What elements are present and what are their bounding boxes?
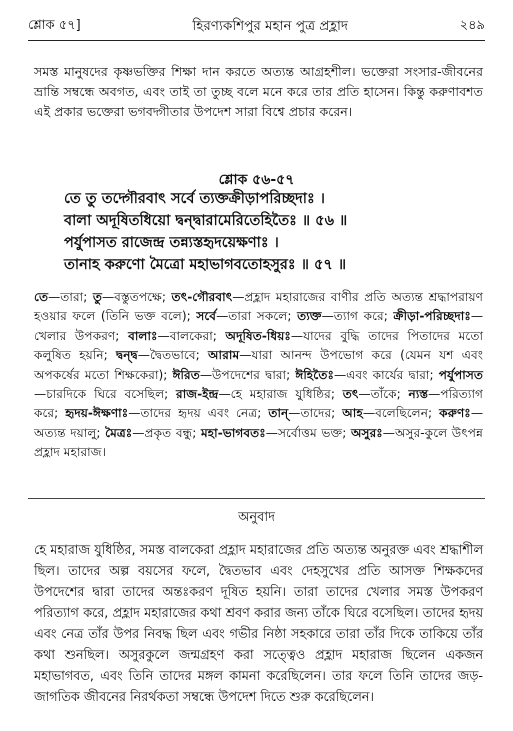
synonym-term: তৎ [342,387,359,402]
synonym-term: তান্ [268,406,289,421]
page-number: ২৪৯ [459,17,485,33]
sanskrit-verse [64,188,473,276]
synonym-term: সর্বে [196,309,217,324]
synonym-term: তু [92,290,102,304]
verse-line: তে তু তদ্গৌরবাৎ সর্বে ত্যক্তক্রীড়াপরিচ্ছদাঃ । [64,191,325,207]
synonym-meaning: তাদের; [300,406,343,421]
synonym-term: দ্বন্দ্ব [116,348,138,363]
synonym-term: ঈরিত [172,367,200,382]
synonym-term: ক্রীড়া-পরিচ্ছদাঃ [393,309,471,324]
synonym-meaning: প্রকৃত বন্ধু; [144,425,201,440]
synonym-term: ত্যক্ত [297,309,322,324]
synonym-meaning: পরিত্যাগ করে; [34,387,483,421]
synonym-meaning: প্রহ্লাদ মহারাজের বাণীর প্রতি অত্যন্ত শ্রদ্ধাপরায়ণ হওয়ার ফলে (তিনি ভক্ত বলে); [34,290,483,324]
synonym-meaning: অত্যন্ত দয়ালু; [34,425,106,440]
word-for-word-synonyms: তে—তারা; তু—বস্তুতপক্ষে; তৎ-গৌরবাৎ—প্রহ্লাদ মহারাজের বাণীর প্রতি অত্যন্ত শ্রদ্ধাপরায়ণ হওয়ার ফলে (তিনি ভক্ত বলে); সর্বে—তারা সকলে; ত্যক্ত—ত্যাগ করে; ক্রীড়া-পরিচ্ছদাঃ—খেলার উপকরণ; বালাঃ—বালকেরা; অদূষিত-ধিয়ঃ—যাদের বুদ্ধি তাদের পিতাদের মতো কলুষিত হয়নি; দ্বন্দ্ব—দ্বৈতভাবে; আরাম—যারা আনন্দ উপভোগ করে (যেমন যশ এবং অপকর্ষের মতো শিক্ষকেরা); ঈরিত—উপদেশের দ্বারা; ঈহিতৈঃ—এবং কার্যের দ্বারা; পর্যুপাসত—চারদিকে ঘিরে বসেছিল; রাজ-ইন্দ্র—হে মহারাজ যুধিষ্ঠির; তৎ—তাঁকে; ন্যস্ত—পরিত্যাগ করে; হৃদয়-ঈক্ষণাঃ—তাদের হৃদয় এবং নেত্র; তান্—তাদের; আহ—বলেছিলেন; করুণঃ—অত্যন্ত দয়ালু; মৈত্রঃ—প্রকৃত বন্ধু; মহা-ভাগবতঃ—সর্বোত্তম ভক্ত; অসুরঃ—অসুর-কুলে উৎপন্ন প্রহ্লাদ মহারাজ। [34,290,484,460]
synonym-meaning: এবং কার্যের দ্বারা; [346,367,439,382]
synonym-term: মৈত্রঃ [105,425,133,440]
synonym-meaning: ত্যাগ করে; [333,309,394,324]
synonym-meaning: যারা আনন্দ উপভোগ করে (যেমন যশ এবং অপকর্ষের মতো শিক্ষকেরা); [34,348,484,382]
synonym-meaning: সর্বোত্তম ভক্ত; [277,425,351,440]
purport-continuation: সমস্ত মানুষদের কৃষ্ণভক্তির শিক্ষা দান করতে অত্যন্ত আগ্রহশীল। ভক্তেরা সংসার-জীবনের ভ্রান্তি সম্বন্ধে অবগত, এবং তাই তা তুচ্ছ বলে মনে করে তার প্রতি হাসেন। কিন্তু করুণাবশত এই প্রকার ভক্তেরা ভগবদ্গীতার উপদেশ সারা বিশ্বে প্রচার করেন। [34,64,483,119]
synonym-meaning: খেলার উপকরণ; [34,328,129,343]
synonym-meaning: চারদিকে ঘিরে বসেছিল; [46,387,177,402]
verse-line: বালা অদূষিতধিয়ো দ্বন্দ্বারামেরিতেহিতৈঃ ॥ ৫৬ ॥ [64,213,348,229]
synonym-term: হৃদয়-ঈক্ষণাঃ [65,406,129,421]
section-divider [28,498,485,499]
synonym-term: তৎ-গৌরবাৎ [171,290,233,304]
synonym-term: ঈহিতৈঃ [295,367,334,382]
synonym-meaning: তারা; [60,290,93,304]
verse-reference: শ্লোক ৫৭] [28,17,81,33]
synonym-term: বালাঃ [128,328,158,343]
synonym-term: পর্যুপাসত [438,367,484,382]
synonym-meaning: তাঁকে; [370,387,409,402]
page-header [28,16,485,36]
synonym-meaning: হে মহারাজ যুধিষ্ঠির; [230,387,343,402]
synonym-term: রাজ-ইন্দ্র [176,387,219,402]
verse-line: পর্যুপাসত রাজেন্দ্র তন্ন্যস্তহৃদয়েক্ষণাঃ । [64,235,279,251]
synonym-term: আহ [342,406,363,421]
synonym-term: মহা-ভাগবতঃ [201,425,266,440]
synonym-term: ন্যস্ত [408,387,429,402]
synonym-meaning: দ্বৈতভাবে; [149,348,209,363]
synonym-meaning: বস্তুতপক্ষে; [114,290,172,304]
synonym-meaning: যাদের বুদ্ধি তাদের পিতাদের মতো কলুষিত হয়নি; [34,328,484,363]
synonym-term: তে [34,290,49,304]
synonym-meaning: অসুর-কুলে উৎপন্ন প্রহ্লাদ মহারাজ। [34,425,484,460]
chapter-title: হিরণ্যকশিপুর মহান পুত্র প্রহ্লাদ [192,17,348,34]
synonym-term: করুণঃ [439,406,471,421]
synonym-meaning: তারা সকলে; [228,309,298,324]
synonym-meaning: উপদেশের দ্বারা; [212,367,296,382]
synonym-meaning: বলেছিলেন; [375,406,440,421]
translation-text: হে মহারাজ যুধিষ্ঠির, সমস্ত বালকেরা প্রহ্লাদ মহারাজের প্রতি অত্যন্ত অনুরক্ত এবং শ্রদ্ধাশীল ছিল। তাদের অল্প বয়সের ফলে, দ্বৈতভাব এবং দেহসুখের প্রতি আসক্ত শিক্ষকদের উপদেশের দ্বারা তাদের অন্তঃকরণ দূষিত হয়নি। তারা তাদের খেলার সমস্ত উপকরণ পরিত্যাগ করে, প্রহ্লাদ মহারাজের কথা শ্রবণ করার জন্য তাঁকে ঘিরে বসেছিল। তাদের হৃদয় এবং নেত্র তাঁর উপর নিবদ্ধ ছিল এবং গভীর নিষ্ঠা সহকারে তারা তাঁর দিকে তাকিয়ে তাঁর কথা শুনছিল। অসুরকুলে জন্মগ্রহণ করা সত্ত্বেও প্রহ্লাদ মহারাজ ছিলেন একজন মহাভাগবত, এবং তিনি তাদের মঙ্গল কামনা করেছিলেন। তার ফলে তিনি তাদের জড়-জাগতিক জীবনের নিরর্থকতা সম্বন্ধে উপদেশ দিতে শুরু করেছিলেন। [34,543,483,705]
verse-line: তানাহ করুণো মৈত্রো মহাভাগবতোহসুরঃ ॥ ৫৭ ॥ [64,257,347,273]
synonym-meaning: বালকেরা; [169,328,226,343]
synonym-meaning: তাদের হৃদয় এবং নেত্র; [140,406,269,421]
synonym-term: অদূষিত-ধিয়ঃ [225,328,291,343]
synonym-term: অসুরঃ [350,425,383,440]
synonym-term: আরাম [208,348,240,363]
header-rule [28,40,485,41]
translation-heading: অনুবাদ [238,510,275,525]
verse-heading: শ্লোক ৫৬-৫৭ [218,172,295,188]
